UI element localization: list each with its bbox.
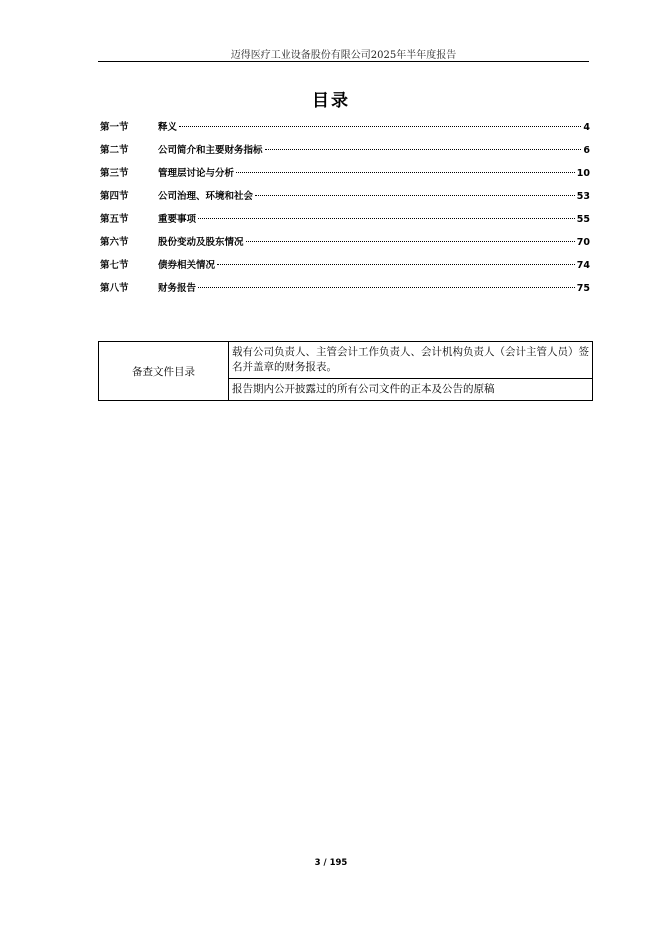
toc-leader-dots [217,264,575,265]
toc-entry[interactable] [100,280,590,303]
toc-page-number: 75 [576,283,590,294]
toc-entry[interactable] [100,142,590,165]
toc-section-title: 公司治理、环境和社会 [158,191,254,202]
toc-section-number: 第三节 [100,168,129,179]
table-row [99,342,593,379]
toc-page-number: 4 [583,122,590,133]
reference-document-item: 报告期内公开披露过的所有公司文件的正本及公告的原稿 [229,379,593,401]
toc-leader-dots [255,195,575,196]
toc-entry[interactable] [100,257,590,280]
toc-leader-dots [265,149,582,150]
header-rule [98,61,589,62]
toc-leader-dots [236,172,575,173]
toc-section-title: 释义 [158,122,178,133]
toc-section-title: 债券相关情况 [158,260,216,271]
toc-section-number: 第八节 [100,283,129,294]
toc-section-number: 第四节 [100,191,129,202]
toc-entry[interactable] [100,234,590,257]
toc-page-number: 55 [576,214,590,225]
reference-documents-label: 备查文件目录 [99,342,229,401]
toc-entry[interactable] [100,211,590,234]
toc-leader-dots [179,126,581,127]
toc-section-number: 第七节 [100,260,129,271]
toc-section-title: 股份变动及股东情况 [158,237,244,248]
page-number-footer: 3 / 195 [314,858,348,868]
toc-leader-dots [198,287,575,288]
toc-leader-dots [246,241,575,242]
toc-section-number: 第五节 [100,214,129,225]
toc-page-number: 53 [576,191,590,202]
toc-page-number: 10 [576,168,590,179]
page-title: 目录 [312,91,350,111]
toc-entry[interactable] [100,188,590,211]
toc-page-number: 6 [583,145,590,156]
toc-entry[interactable] [100,119,590,142]
toc-page-number: 74 [576,260,590,271]
toc-section-number: 第六节 [100,237,129,248]
toc-section-number: 第一节 [100,122,129,133]
toc-page-number: 70 [576,237,590,248]
page-header: 迈得医疗工业设备股份有限公司2025年半年度报告 [230,50,457,61]
table-of-contents [100,119,590,303]
toc-section-number: 第二节 [100,145,129,156]
toc-section-title: 重要事项 [158,214,197,225]
reference-document-item: 载有公司负责人、主管会计工作负责人、会计机构负责人（会计主管人员）签名并盖章的财务报表。 [229,342,593,379]
toc-section-title: 财务报告 [158,283,197,294]
toc-leader-dots [198,218,575,219]
toc-entry[interactable] [100,165,590,188]
reference-documents-table [98,341,593,401]
toc-section-title: 管理层讨论与分析 [158,168,235,179]
toc-section-title: 公司简介和主要财务指标 [158,145,263,156]
